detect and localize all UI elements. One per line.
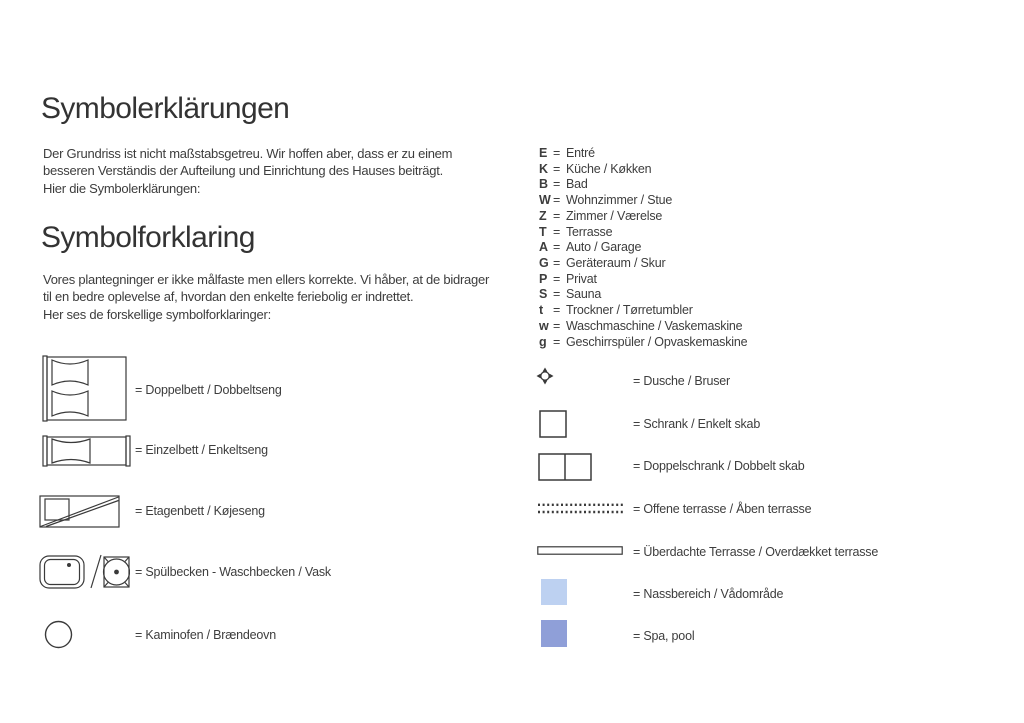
german-intro-line: besseren Verständis der Aufteilung und Einrichtung des Hauses beiträgt. xyxy=(43,163,443,179)
covered-terrace-icon xyxy=(537,546,623,555)
legend-key: w xyxy=(539,318,549,333)
letter-legend-row xyxy=(539,335,747,351)
equals-sign: = xyxy=(553,193,561,208)
wood-stove-icon xyxy=(44,620,73,649)
letter-legend-row xyxy=(539,193,747,209)
legend-label: Zimmer / Værelse xyxy=(566,208,663,223)
letter-legend-row xyxy=(539,287,747,303)
german-intro-line: Hier die Symbolerklärungen: xyxy=(43,180,201,196)
symbol-label: = Doppelschrank / Dobbelt skab xyxy=(633,459,805,473)
legend-label: Wohnzimmer / Stue xyxy=(566,193,673,208)
equals-sign: = xyxy=(553,256,561,271)
sink-washbasin-icon xyxy=(38,553,130,591)
spa-pool-swatch xyxy=(541,620,567,647)
equals-sign: = xyxy=(553,318,561,333)
equals-sign: = xyxy=(553,146,561,160)
legend-label: Terrasse xyxy=(566,224,613,239)
legend-label: Geräteraum / Skur xyxy=(566,256,666,271)
letter-legend-row xyxy=(539,177,747,193)
legend-key: t xyxy=(539,303,543,318)
german-intro-line: Der Grundriss ist nicht maßstabsgetreu. Wir hoffen aber, dass er zu einem xyxy=(43,146,453,161)
legend-key: Z xyxy=(539,208,547,223)
letter-legend-row xyxy=(539,303,747,319)
double-bed-icon xyxy=(42,355,129,422)
single-cabinet-icon xyxy=(539,410,567,438)
legend-label: Privat xyxy=(566,271,597,286)
danish-intro xyxy=(43,271,489,323)
danish-intro-line: til en bedre oplevelse af, hvordan den enkelte feriebolig er indrettet. xyxy=(43,289,414,305)
legend-key: W xyxy=(539,193,551,208)
letter-legend-row xyxy=(539,225,747,241)
letter-legend-row xyxy=(539,256,747,272)
equals-sign: = xyxy=(553,271,561,286)
single-bed-icon xyxy=(42,435,131,467)
equals-sign: = xyxy=(553,161,561,176)
legend-key: A xyxy=(539,240,548,255)
symbol-label: = Kaminofen / Brændeovn xyxy=(135,628,276,642)
equals-sign: = xyxy=(553,224,561,239)
legend-label: Trockner / Tørretumbler xyxy=(566,303,693,318)
legend-label: Auto / Garage xyxy=(566,240,642,255)
legend-key: E xyxy=(539,146,548,160)
legend-key: P xyxy=(539,271,548,286)
legend-key: g xyxy=(539,334,547,349)
letter-legend-row xyxy=(539,209,747,225)
symbol-label: = Offene terrasse / Åben terrasse xyxy=(633,502,812,516)
symbol-label: = Etagenbett / Køjeseng xyxy=(135,504,265,518)
legend-key: K xyxy=(539,161,548,176)
danish-intro-line: Vores plantegninger er ikke målfaste men ellers korrekte. Vi håber, at de bidrager xyxy=(43,272,490,287)
german-intro xyxy=(43,145,452,197)
letter-legend-row xyxy=(539,319,747,335)
legend-label: Geschirrspüler / Opvaskemaskine xyxy=(566,334,748,349)
legend-key: T xyxy=(539,224,547,239)
equals-sign: = xyxy=(553,240,561,255)
symbol-label: = Nassbereich / Vådområde xyxy=(633,587,784,601)
equals-sign: = xyxy=(553,287,561,302)
symbol-label: = Einzelbett / Enkeltseng xyxy=(135,443,268,457)
wet-area-swatch xyxy=(541,579,567,605)
danish-intro-line: Her ses de forskellige symbolforklaringer: xyxy=(43,306,271,322)
legend-label: Sauna xyxy=(566,287,602,302)
letter-legend xyxy=(539,146,747,350)
symbol-label: = Spülbecken - Waschbecken / Vask xyxy=(135,565,331,579)
letter-legend-row xyxy=(539,146,747,162)
shower-icon xyxy=(536,367,554,385)
symbol-label: = Spa, pool xyxy=(633,629,695,643)
letter-legend-row xyxy=(539,240,747,256)
equals-sign: = xyxy=(553,303,561,318)
open-terrace-icon xyxy=(538,502,623,515)
legend-key: S xyxy=(539,287,548,302)
symbol-label: = Schrank / Enkelt skab xyxy=(633,417,761,431)
equals-sign: = xyxy=(553,177,561,192)
letter-legend-row xyxy=(539,162,747,178)
equals-sign: = xyxy=(553,334,561,349)
symbol-label: = Dusche / Bruser xyxy=(633,374,730,388)
legend-label: Bad xyxy=(566,177,588,192)
legend-label: Waschmaschine / Vaskemaskine xyxy=(566,318,743,333)
legend-key: B xyxy=(539,177,548,192)
equals-sign: = xyxy=(553,208,561,223)
double-cabinet-icon xyxy=(538,453,592,481)
legend-key: G xyxy=(539,256,549,271)
symbol-label: = Überdachte Terrasse / Overdækket terrasse xyxy=(633,545,879,559)
legend-label: Küche / Køkken xyxy=(566,161,652,176)
symbol-label: = Doppelbett / Dobbeltseng xyxy=(135,383,282,397)
german-title: Symbolerklärungen xyxy=(41,92,290,125)
legend-label: Entré xyxy=(566,146,595,160)
danish-title: Symbolforklaring xyxy=(41,221,255,254)
letter-legend-row xyxy=(539,272,747,288)
bunk-bed-icon xyxy=(39,495,120,528)
